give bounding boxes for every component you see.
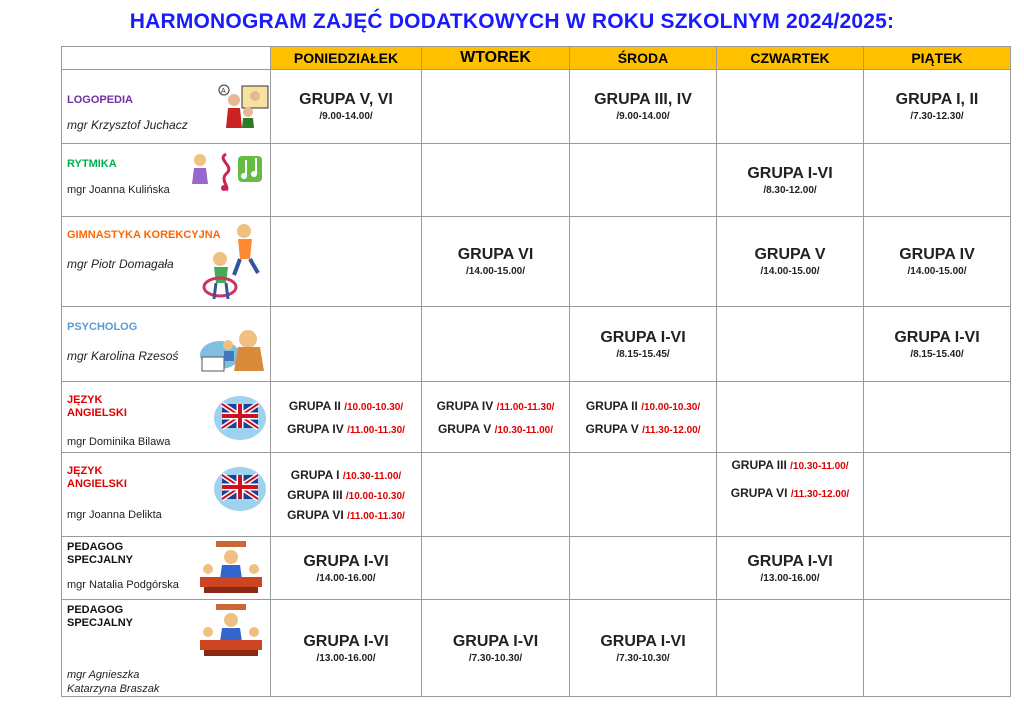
subject-cell <box>62 600 271 697</box>
subject-cell <box>62 537 271 600</box>
subject-name: LOGOPEDIA <box>67 94 134 106</box>
group-line: GRUPA V /10.30-11.00/ <box>437 421 554 436</box>
subject-name: RYTMIKA <box>67 158 117 170</box>
time-label: /9.00-14.00/ <box>319 111 373 122</box>
schedule-cell-mon <box>271 217 422 307</box>
time-label: /13.00-16.00/ <box>316 652 376 664</box>
group-line: GRUPA VI /11.30-12.00/ <box>730 486 850 500</box>
group-line: GRUPA IV /11.00-11.30/ <box>287 421 405 436</box>
schedule-cell-mon <box>271 307 422 382</box>
schedule-cell-fri <box>864 70 1011 144</box>
schedule-cell-tue <box>422 217 570 307</box>
time-label: /14.00-15.00/ <box>466 266 525 277</box>
schedule-cell-tue <box>422 144 570 217</box>
schedule-cell-wed <box>570 70 717 144</box>
schedule-cell-thu <box>717 382 864 453</box>
schedule-cell-mon <box>271 144 422 217</box>
teacher-name: mgr Karolina Rzesoś <box>67 349 179 363</box>
day-header-thu: CZWARTEK <box>717 47 864 70</box>
music-kids-icon <box>186 150 266 194</box>
group-line: GRUPA VI /11.00-11.30/ <box>287 507 405 522</box>
uk-flag-icon <box>212 392 268 442</box>
psychologist-icon <box>198 327 268 377</box>
schedule-cell-tue <box>422 453 570 537</box>
group-line: GRUPA III /10.30-11.00/ <box>731 458 849 472</box>
schedule-cell-thu <box>717 537 864 600</box>
page-title: HARMONOGRAM ZAJĘĆ DODATKOWYCH W ROKU SZKOLNYM 2024/2025: <box>129 10 895 33</box>
subject-cell <box>62 307 271 382</box>
kids-exercise-icon <box>200 223 266 303</box>
schedule-cell-wed <box>570 144 717 217</box>
time-label: /14.00-15.00/ <box>907 266 967 277</box>
schedule-cell-wed <box>570 600 717 697</box>
subject-name: JĘZYK ANGIELSKI <box>67 394 127 419</box>
schedule-cell-mon <box>271 537 422 600</box>
teacher-name: mgr Piotr Domagała <box>67 257 174 271</box>
teacher-name: mgr Krzysztof Juchacz <box>67 118 188 132</box>
schedule-cell-thu <box>717 307 864 382</box>
group-label: GRUPA I-VI <box>747 164 833 182</box>
subject-name: PEDAGOG SPECJALNY <box>67 541 134 566</box>
table-row <box>62 70 1011 144</box>
group-line: GRUPA IV /11.00-11.30/ <box>436 398 555 413</box>
teacher-name: mgr Agnieszka Katarzyna Braszak <box>67 669 160 695</box>
svg-text:A: A <box>221 88 226 95</box>
subject-name: PEDAGOG SPECJALNY <box>67 604 134 629</box>
schedule-cell-wed <box>570 537 717 600</box>
schedule-cell-fri <box>864 600 1011 697</box>
table-row <box>62 537 1011 600</box>
schedule-cell-wed <box>570 307 717 382</box>
table-row <box>62 307 1011 382</box>
speech-therapy-icon <box>212 82 270 130</box>
schedule-cell-fri <box>864 453 1011 537</box>
time-label: /13.00-16.00/ <box>760 572 820 584</box>
schedule-cell-thu <box>717 217 864 307</box>
teacher-name: mgr Joanna Delikta <box>67 509 162 521</box>
group-line: GRUPA II /10.00-10.30/ <box>585 398 701 413</box>
uk-flag-icon <box>212 463 268 513</box>
schedule-cell-wed <box>570 453 717 537</box>
schedule-cell-tue <box>422 537 570 600</box>
corner-cell <box>62 47 271 70</box>
group-label: GRUPA I-VI <box>452 632 539 650</box>
schedule-cell-thu <box>717 600 864 697</box>
schedule-cell-wed <box>570 217 717 307</box>
day-header-wed: ŚRODA <box>570 47 717 70</box>
group-label: GRUPA III, IV <box>594 91 692 108</box>
day-header-tue: WTOREK <box>422 47 570 70</box>
subject-name: PSYCHOLOG <box>67 321 138 333</box>
time-label: /7.30-10.30/ <box>468 652 523 664</box>
group-label: GRUPA VI <box>457 246 534 263</box>
table-row <box>62 382 1011 453</box>
table-row <box>62 144 1011 217</box>
table-row <box>62 217 1011 307</box>
subject-name: GIMNASTYKA KOREKCYJNA <box>67 229 221 241</box>
schedule-cell-fri <box>864 144 1011 217</box>
teacher-class-icon <box>198 541 264 595</box>
schedule-cell-fri <box>864 307 1011 382</box>
schedule-cell-fri <box>864 537 1011 600</box>
schedule-cell-fri <box>864 217 1011 307</box>
subject-cell <box>62 217 271 307</box>
time-label: /14.00-15.00/ <box>760 266 820 277</box>
time-label: /7.30-10.30/ <box>616 652 670 664</box>
group-label: GRUPA I-VI <box>600 328 686 346</box>
schedule-cell-thu <box>717 453 864 537</box>
time-label: /8.15-15.40/ <box>910 348 964 360</box>
teacher-name: mgr Joanna Kulińska <box>67 184 170 196</box>
group-line: GRUPA II /10.00-10.30/ <box>288 398 404 413</box>
group-label: GRUPA I-VI <box>894 328 980 346</box>
schedule-cell-thu <box>717 144 864 217</box>
time-label: /8.15-15.45/ <box>616 348 670 360</box>
schedule-cell-thu <box>717 70 864 144</box>
time-label: /7.30-12.30/ <box>910 111 964 122</box>
schedule-cell-mon <box>271 600 422 697</box>
schedule-cell-fri <box>864 382 1011 453</box>
group-line: GRUPA I /10.30-11.00/ <box>290 467 402 482</box>
time-label: /14.00-16.00/ <box>316 572 376 584</box>
group-label: GRUPA I-VI <box>747 552 833 570</box>
schedule-cell-tue <box>422 70 570 144</box>
subject-cell <box>62 144 271 217</box>
subject-name: JĘZYK ANGIELSKI <box>67 465 127 490</box>
table-row <box>62 453 1011 537</box>
day-header-mon: PONIEDZIAŁEK <box>271 47 422 70</box>
schedule-cell-tue <box>422 600 570 697</box>
group-label: GRUPA I-VI <box>303 552 389 570</box>
group-label: GRUPA IV <box>899 246 975 263</box>
table-row <box>62 600 1011 697</box>
schedule-cell-mon <box>271 453 422 537</box>
subject-cell <box>62 382 271 453</box>
teacher-name: mgr Dominika Bilawa <box>67 436 171 448</box>
day-header-fri: PIĄTEK <box>864 47 1011 70</box>
header-row <box>62 47 1011 70</box>
group-label: GRUPA V <box>754 246 826 263</box>
group-line: GRUPA III /10.00-10.30/ <box>287 487 405 502</box>
subject-cell <box>62 453 271 537</box>
group-label: GRUPA V, VI <box>299 91 393 108</box>
teacher-class-icon <box>198 604 264 658</box>
teacher-name: mgr Natalia Podgórska <box>67 579 179 591</box>
time-label: /8.30-12.00/ <box>763 184 817 196</box>
group-label: GRUPA I-VI <box>600 632 686 650</box>
schedule-cell-tue <box>422 307 570 382</box>
subject-cell <box>62 70 271 144</box>
schedule-cell-mon <box>271 382 422 453</box>
schedule-cell-wed <box>570 382 717 453</box>
group-label: GRUPA I-VI <box>303 632 389 650</box>
schedule-cell-mon <box>271 70 422 144</box>
schedule-cell-tue <box>422 382 570 453</box>
group-line: GRUPA V /11.30-12.00/ <box>585 421 701 436</box>
schedule-table <box>61 46 1011 697</box>
group-label: GRUPA I, II <box>895 91 979 108</box>
time-label: /9.00-14.00/ <box>616 111 670 122</box>
